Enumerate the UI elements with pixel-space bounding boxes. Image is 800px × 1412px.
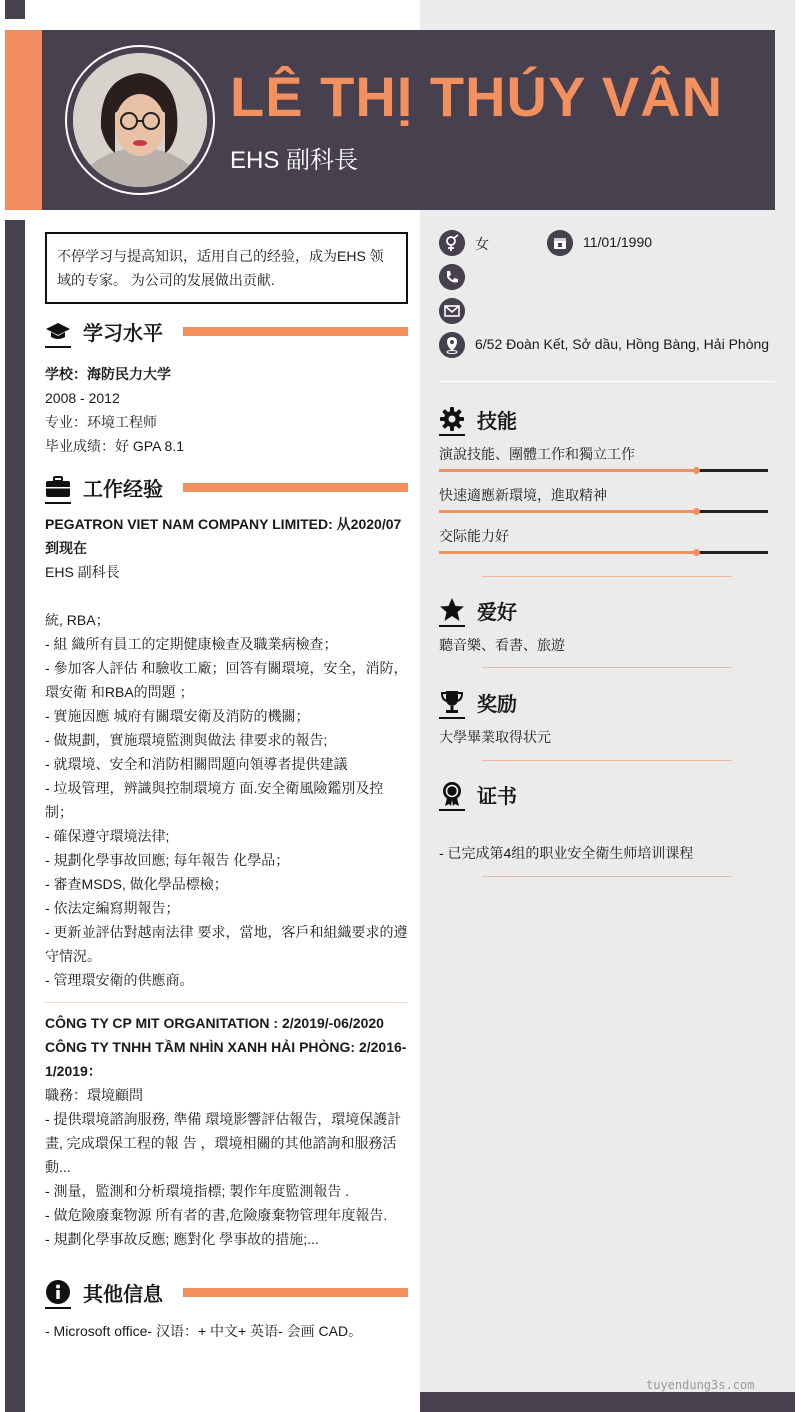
education-heading bbox=[45, 314, 408, 348]
job2-company: CÔNG TY CP MIT ORGANITATION : 2/2019/-06/2020 bbox=[45, 1015, 384, 1031]
star-icon bbox=[439, 597, 465, 623]
awards-divider bbox=[482, 760, 732, 761]
location-pin-icon bbox=[439, 332, 465, 358]
work-title: 工作经验 bbox=[83, 479, 163, 501]
awards-text: 大學畢業取得状元 bbox=[439, 729, 551, 745]
job2-company-cont: 1/2019： bbox=[45, 1063, 102, 1079]
info-icon bbox=[45, 1279, 71, 1305]
header-accent bbox=[5, 30, 42, 210]
education-grade: 毕业成绩：好 GPA 8.1 bbox=[45, 438, 184, 454]
education-years: 2008 - 2012 bbox=[45, 390, 120, 406]
work-divider bbox=[45, 1002, 408, 1003]
candidate-name: LÊ THỊ THÚY VÂN bbox=[230, 65, 724, 128]
job2-duties bbox=[45, 1107, 408, 1251]
job1-duty-line: - 規劃化學事故回應; 每年報告 化學品； bbox=[45, 852, 290, 868]
job1-duty-line: - 更新並評估對越南法律 要求，當地，客戶和組織要求的遵 bbox=[45, 924, 408, 940]
certificates-text: - 已完成第4组的职业安全衛生师培训课程 bbox=[439, 845, 694, 861]
email-row bbox=[439, 298, 739, 324]
phone-row bbox=[439, 264, 739, 290]
job1-duty-line: 環安衛 和RBA的問題 ； bbox=[45, 684, 194, 700]
hobbies-divider bbox=[482, 667, 732, 668]
job1-role: EHS 副科長 bbox=[45, 564, 120, 580]
gender-row bbox=[439, 230, 549, 256]
skills-heading bbox=[439, 402, 775, 436]
left-strip-top bbox=[5, 0, 25, 19]
gender-text: 女 bbox=[475, 236, 489, 252]
bottom-bar bbox=[420, 1392, 795, 1412]
job1-duty-line: - 參加客人評估 和驗收工廠；回答有關環境，安全，消防， bbox=[45, 660, 408, 676]
job2-duty-line: - 做危險廢棄物源 所有者的書,危險廢棄物管理年度報告. bbox=[45, 1207, 388, 1223]
job1-company: PEGATRON VIET NAM COMPANY LIMITED: 从2020/07 bbox=[45, 516, 402, 532]
address-text: 6/52 Đoàn Kết, Sở dầu, Hồng Bàng, Hải Phòng bbox=[475, 336, 770, 352]
birthday-text: 11/01/1990 bbox=[583, 234, 653, 250]
watermark: tuyendung3s.com bbox=[646, 1378, 755, 1392]
other-bar bbox=[183, 1288, 408, 1297]
job2-duty-line: - 提供環境諮詢服務, 準備 環境影響評估報告，環境保護計 bbox=[45, 1111, 402, 1127]
avatar bbox=[73, 53, 207, 187]
graduation-cap-icon bbox=[45, 318, 71, 344]
skills-divider bbox=[482, 576, 732, 577]
education-bar bbox=[183, 327, 408, 336]
education-title: 学习水平 bbox=[83, 323, 163, 345]
job1-duty-line: - 依法定編寫期報告； bbox=[45, 900, 180, 916]
hobbies-heading bbox=[439, 593, 775, 627]
birthday-row bbox=[547, 230, 747, 256]
job1-company-cont: 到现在 bbox=[45, 540, 87, 556]
email-icon bbox=[439, 298, 465, 324]
certificates-heading bbox=[439, 777, 775, 811]
skill-3-label: 交际能力好 bbox=[439, 528, 509, 544]
skill-1-bar bbox=[439, 469, 768, 472]
gender-icon bbox=[439, 230, 465, 256]
job1-duty-line: - 實施因應 城府有關環安衛及消防的機關； bbox=[45, 708, 310, 724]
phone-icon bbox=[439, 264, 465, 290]
other-heading bbox=[45, 1275, 408, 1309]
candidate-job-title: EHS 副科長 bbox=[230, 147, 359, 174]
job2-duty-line: - 規劃化學事故反應; 應對化 學事故的措施;... bbox=[45, 1231, 319, 1247]
job2-duty-line: - 測量，監測和分析環境指標; 製作年度監測報告 . bbox=[45, 1183, 350, 1199]
job1-duty-line: - 審查MSDS, 做化學品標檢； bbox=[45, 876, 228, 892]
awards-heading bbox=[439, 685, 775, 719]
career-objective: 不停学习与提高知识，适用自己的经验，成为EHS 领域的专家。 为公司的发展做出贡献. bbox=[45, 232, 408, 304]
skills-underline bbox=[439, 434, 465, 436]
skill-3-bar bbox=[439, 551, 768, 554]
other-info-text: - Microsoft office- 汉语：+ 中文+ 英语- 会画 CAD。 bbox=[45, 1323, 363, 1339]
work-underline bbox=[45, 502, 71, 504]
hobbies-text: 聽音樂、看書、旅遊 bbox=[439, 637, 565, 653]
skill-1-fill bbox=[439, 469, 696, 472]
work-heading bbox=[45, 470, 408, 504]
skills-title: 技能 bbox=[477, 411, 517, 433]
calendar-icon bbox=[547, 230, 573, 256]
briefcase-icon bbox=[45, 474, 71, 500]
job1-duty-line: 統, RBA； bbox=[45, 612, 110, 628]
awards-underline bbox=[439, 717, 465, 719]
certificates-divider bbox=[482, 876, 732, 877]
skill-1-label: 演說技能、團體工作和獨立工作 bbox=[439, 446, 635, 462]
left-strip bbox=[5, 220, 25, 1412]
other-title: 其他信息 bbox=[83, 1284, 163, 1306]
job1-duty-line: - 垃圾管理，辨識與控制環境方 面.安全衛風險鑑別及控 bbox=[45, 780, 384, 796]
hobbies-title: 爱好 bbox=[477, 602, 517, 624]
job1-duty-line: - 組 織所有員工的定期健康檢查及職業病檢查； bbox=[45, 636, 338, 652]
hobbies-underline bbox=[439, 625, 465, 627]
job2-role: 職務：環境顧問 bbox=[45, 1087, 143, 1103]
job1-duties bbox=[45, 608, 408, 992]
certificates-title: 证书 bbox=[477, 786, 517, 808]
address-row bbox=[439, 332, 775, 358]
spacer bbox=[45, 584, 408, 608]
job1-duty-line: - 管理環安衛的供應商。 bbox=[45, 972, 194, 988]
gear-icon bbox=[439, 406, 465, 432]
awards-title: 奖励 bbox=[477, 694, 517, 716]
other-underline bbox=[45, 1307, 71, 1309]
job1-duty-line: - 確保遵守環境法律; bbox=[45, 828, 170, 844]
skill-2-knob bbox=[693, 508, 700, 515]
skill-2-fill bbox=[439, 510, 696, 513]
skill-2-label: 快速適應新環境，進取精神 bbox=[439, 487, 607, 503]
job2-company-b: CÔNG TY TNHH TẦM NHÌN XANH HẢI PHÒNG: 2/2016- bbox=[45, 1039, 407, 1055]
education-major: 专业：环境工程师 bbox=[45, 414, 157, 430]
job2-duty-line: 畫, 完成環保工程的報 告 ，環境相關的其他諮詢和服務活 bbox=[45, 1135, 397, 1151]
header-banner bbox=[5, 30, 775, 210]
job1-duty-line: - 做規劃，實施環境監測與做法 律要求的報告; bbox=[45, 732, 328, 748]
job1-duty-line: 守情況。 bbox=[45, 948, 101, 964]
left-column bbox=[45, 232, 408, 1343]
skill-3-fill bbox=[439, 551, 696, 554]
certificate-medal-icon bbox=[439, 781, 465, 807]
trophy-icon bbox=[439, 689, 465, 715]
skill-2-bar bbox=[439, 510, 768, 513]
job1-duty-line: - 就環境、安全和消防相關問題向領導者提供建議 bbox=[45, 756, 348, 772]
contact-divider bbox=[439, 381, 775, 382]
job2-duty-line: 動... bbox=[45, 1159, 71, 1175]
avatar-photo bbox=[73, 53, 207, 187]
work-bar bbox=[183, 483, 408, 492]
skill-1-knob bbox=[693, 467, 700, 474]
skill-3-knob bbox=[693, 549, 700, 556]
education-school: 学校：海防民力大学 bbox=[45, 366, 171, 382]
certificates-underline bbox=[439, 809, 465, 811]
education-underline bbox=[45, 346, 71, 348]
job1-duty-line: 制； bbox=[45, 804, 73, 820]
